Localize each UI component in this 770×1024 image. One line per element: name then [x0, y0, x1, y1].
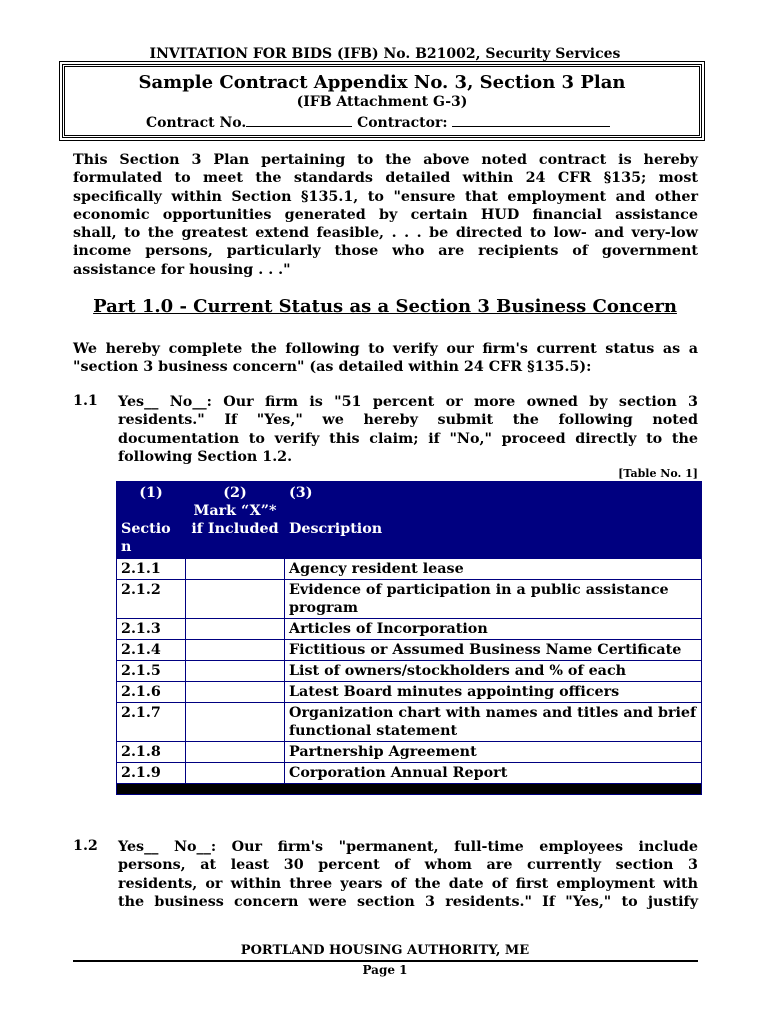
header-label: Mark “X”* if Included	[191, 503, 279, 537]
intro-paragraph	[73, 151, 698, 279]
cell-mark[interactable]	[186, 682, 285, 703]
contract-no-blank[interactable]	[246, 112, 352, 127]
header-mark	[186, 482, 285, 559]
table-row	[117, 640, 702, 661]
cell-section: 2.1.4	[117, 640, 186, 661]
intro-line: economic opportunities generated by certain HUD financial assistance	[73, 206, 698, 223]
header-num: (2)	[223, 485, 247, 501]
header-num: (3)	[289, 485, 313, 501]
item-1-2-text	[118, 838, 698, 911]
contract-no-label: Contract No.	[146, 115, 247, 131]
cell-description: Fictitious or Assumed Business Name Certificate	[285, 640, 702, 661]
table-row	[117, 559, 702, 580]
appendix-subtitle: (IFB Attachment G-3)	[296, 94, 468, 110]
item-line: persons, at least 30 percent of whom are currently section 3	[118, 857, 698, 874]
cell-section: 2.1.2	[117, 580, 186, 619]
item-1-1-text	[118, 393, 698, 466]
cell-description: Organization chart with names and titles and brief functional statement	[285, 703, 702, 742]
item-line: documentation to verify this claim; if "No," proceed directly to the	[118, 430, 698, 447]
cell-section: 2.1.5	[117, 661, 186, 682]
item-line: residents." If "Yes," we hereby submit the following noted	[118, 412, 698, 429]
header-num: (1)	[139, 485, 163, 501]
intro-line: assistance for housing . . ."	[73, 261, 291, 278]
item-line: the business concern were section 3 residents." If "Yes," to justify	[118, 893, 698, 910]
footer-organization: PORTLAND HOUSING AUTHORITY, ME	[240, 943, 530, 958]
contract-line	[146, 112, 610, 131]
contractor-label: Contractor:	[357, 115, 448, 131]
appendix-title: Sample Contract Appendix No. 3, Section 3 Plan	[138, 72, 626, 93]
table-row	[117, 703, 702, 742]
intro-line: This Section 3 Plan pertaining to the above noted contract is hereby	[73, 152, 698, 168]
cell-description: Agency resident lease	[285, 559, 702, 580]
cell-mark[interactable]	[186, 640, 285, 661]
intro-line: income persons, particularly those who are recipients of government	[73, 243, 698, 260]
cell-section: 2.1.1	[117, 559, 186, 580]
header-description	[285, 482, 702, 559]
cell-description: List of owners/stockholders and % of each	[285, 661, 702, 682]
header-label: Sectio n	[121, 521, 171, 555]
intro-line: formulated to meet the standards detailed within 24 CFR §135; most	[73, 170, 698, 187]
cell-section: 2.1.3	[117, 619, 186, 640]
status-line: We hereby complete the following to verify our firm's current status as a	[73, 341, 698, 357]
table-row	[117, 661, 702, 682]
table-label: [Table No. 1]	[618, 467, 698, 480]
table-row	[117, 682, 702, 703]
document-header: INVITATION FOR BIDS (IFB) No. B21002, Security Services	[149, 46, 621, 62]
cell-description: Partnership Agreement	[285, 742, 702, 763]
cell-mark[interactable]	[186, 703, 285, 742]
item-number-1-1: 1.1	[73, 393, 98, 409]
intro-line: specifically within Section §135.1, to "ensure that employment and other	[73, 188, 698, 205]
intro-line: shall, to the greatest extend feasible, . . . be directed to low- and very-low	[73, 225, 698, 242]
documentation-table	[116, 481, 702, 795]
table-row	[117, 742, 702, 763]
cell-description: Evidence of participation in a public assistance program	[285, 580, 702, 619]
cell-section: 2.1.6	[117, 682, 186, 703]
cell-mark[interactable]	[186, 661, 285, 682]
status-paragraph	[73, 340, 698, 377]
header-section	[117, 482, 186, 559]
cell-section: 2.1.7	[117, 703, 186, 742]
item-line: Yes__ No__: Our firm is "51 percent or more owned by section 3	[118, 394, 698, 410]
item-line: residents, or within three years of the date of first employment with	[118, 875, 698, 892]
cell-mark[interactable]	[186, 619, 285, 640]
item-line: Yes__ No__: Our firm's "permanent, full-time employees include	[118, 839, 698, 855]
table-row	[117, 619, 702, 640]
item-line: following Section 1.2.	[118, 448, 293, 465]
cell-mark[interactable]	[186, 763, 285, 784]
header-label: Description	[289, 521, 383, 537]
cell-section: 2.1.8	[117, 742, 186, 763]
table-footer-bar	[117, 784, 702, 795]
status-line: "section 3 business concern" (as detailed within 24 CFR §135.5):	[73, 359, 592, 376]
table-row	[117, 763, 702, 784]
table-row	[117, 580, 702, 619]
cell-mark[interactable]	[186, 742, 285, 763]
cell-mark[interactable]	[186, 580, 285, 619]
cell-description: Latest Board minutes appointing officers	[285, 682, 702, 703]
footer-rule	[73, 960, 698, 962]
cell-description: Corporation Annual Report	[285, 763, 702, 784]
cell-section: 2.1.9	[117, 763, 186, 784]
cell-mark[interactable]	[186, 559, 285, 580]
part-heading: Part 1.0 - Current Status as a Section 3 Business Concern	[93, 296, 677, 317]
page-number: Page 1	[362, 963, 408, 977]
item-number-1-2: 1.2	[73, 838, 98, 854]
contractor-blank[interactable]	[452, 112, 610, 127]
cell-description: Articles of Incorporation	[285, 619, 702, 640]
table-header-row	[117, 482, 702, 559]
